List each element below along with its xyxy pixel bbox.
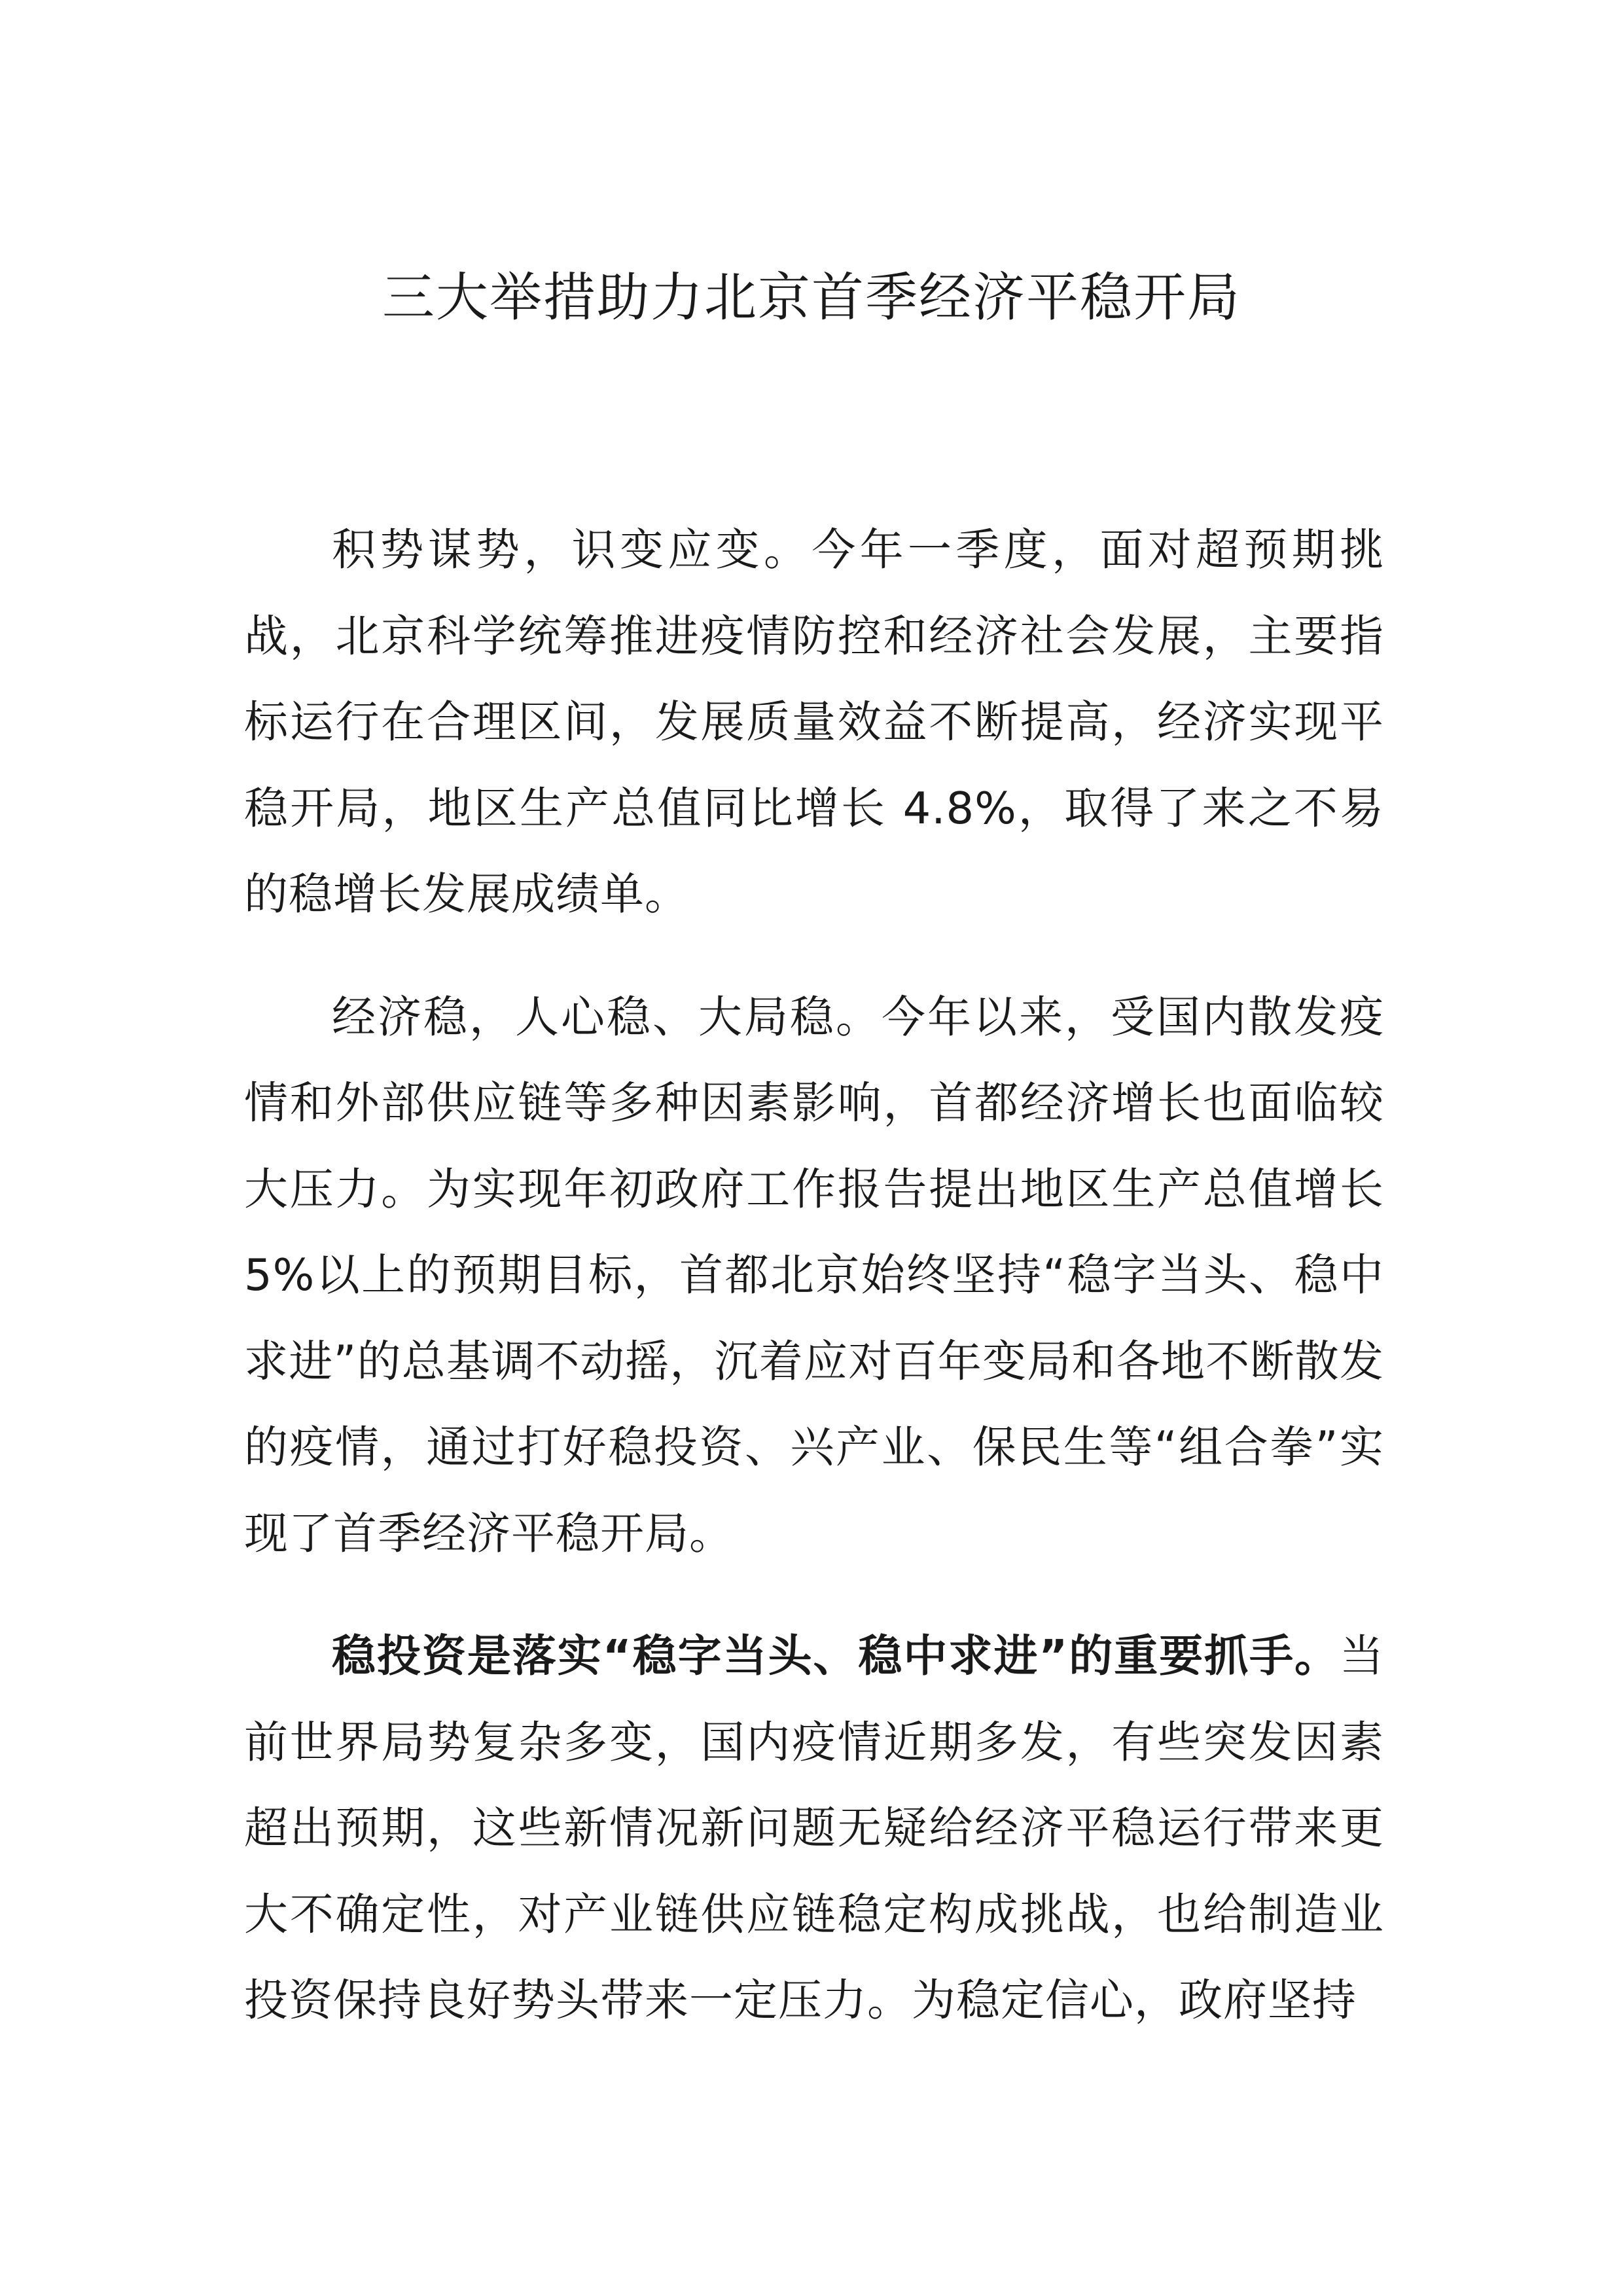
paragraph-1 [244, 507, 1384, 938]
document-title: 三大举措助力北京首季经济平稳开局 [382, 267, 1241, 328]
paragraph-2 [244, 975, 1384, 1577]
paragraph-2-text: 经济稳，人心稳、大局稳。今年以来，受国内散发疫情和外部供应链等多种因素影响，首都经济增长也面临较大压力。为实现年初政府工作报告提出地区生产总值增长5%以上的预期目标，首都北京始终坚持“稳字当头、稳中求进”的总基调不动摇，沉着应对百年变局和各地不断散发的疫情，通过打好稳投资、兴产业、保民生等“组合拳”实现了首季经济平稳开局。 [244, 991, 1384, 1559]
document-body [244, 507, 1384, 2044]
paragraph-1-text: 积势谋势，识变应变。今年一季度，面对超预期挑战，北京科学统筹推进疫情防控和经济社会发展，主要指标运行在合理区间，发展质量效益不断提高，经济实现平稳开局，地区生产总值同比增长 4.8%，取得了来之不易的稳增长发展成绩单。 [244, 524, 1384, 920]
paragraph-3 [244, 1613, 1384, 2044]
paragraph-3-text: 当前世界局势复杂多变，国内疫情近期多发，有些突发因素超出预期，这些新情况新问题无疑给经济平稳运行带来更大不确定性，对产业链供应链稳定构成挑战，也给制造业投资保持良好势头带来一定压力。为稳定信心，政府坚持 [244, 1630, 1384, 2026]
paragraph-3-lead: 稳投资是落实“稳字当头、稳中求进”的重要抓手。 [332, 1630, 1340, 1681]
